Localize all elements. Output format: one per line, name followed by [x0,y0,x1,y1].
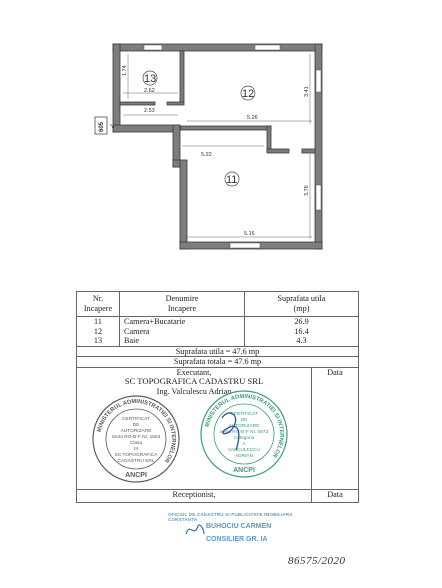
svg-text:Clasa: Clasa [129,441,143,446]
left-round-stamp [90,393,182,485]
header-name: Denumire Incapere [120,292,245,317]
dim-12-width: 5.26 [247,115,258,121]
dim-13-height: 1.74 [122,65,128,76]
receptionist-data-label: Data [312,490,359,503]
row-area: 4.3 [245,336,359,346]
room-11-label [225,172,239,186]
handwritten-number: 86575/2020 [288,555,346,567]
window-marks [144,45,321,248]
receptionist-row [77,490,359,503]
table-row [77,336,359,346]
firm-row [77,377,359,387]
svg-text:MINISTERUL ADMINISTRATIEI SI I: MINISTERUL ADMINISTRATIEI SI INTERNELOR [96,398,177,464]
svg-text:AUTORIZARE: AUTORIZARE [228,424,260,429]
dim-mid: 5.22 [201,152,212,158]
row-area: 26.9 [245,317,359,327]
svg-text:SC TOPOGRAFICA: SC TOPOGRAFICA [114,453,158,458]
svg-text:605: 605 [99,121,105,132]
row-nr: 13 [77,336,120,346]
total-usable-row [77,346,359,357]
room-12-label [241,86,255,100]
executant-data-label: Data [312,367,359,377]
row-nr: 11 [77,317,120,327]
svg-text:ANCPI: ANCPI [233,467,255,474]
svg-text:CADASTRU SRL: CADASTRU SRL [117,459,155,464]
rect-stamp-title: CONSILIER GR. IA [206,536,268,543]
svg-text:13: 13 [144,73,157,85]
svg-text:ADRIAN: ADRIAN [234,454,254,459]
svg-text:CERTIFICAT: CERTIFICAT [122,417,150,422]
signature-icon [184,520,206,540]
svg-text:12: 12 [242,88,255,100]
svg-text:ANCPI: ANCPI [125,472,147,479]
row-name: Camera [120,327,245,337]
dim-13-width: 2.62 [144,88,155,94]
table-row [77,327,359,337]
executant-label: Executant, [77,367,312,377]
row-name: Camera+Bucatarie [120,317,245,327]
dim-corridor: 2.53 [144,108,155,114]
entrance-marker [95,117,115,134]
table-header [77,292,359,317]
svg-text:MINISTERUL ADMINISTRATIEI SI I: MINISTERUL ADMINISTRATIEI SI INTERNELOR [204,393,285,459]
header-area: Suprafata utila (mp) [245,292,359,317]
svg-text:Seria RO-B-F Nr. 0073: Seria RO-B-F Nr. 0073 [219,430,269,435]
total-usable: Suprafata utila = 47.6 mp [77,346,359,357]
row-area: 16.4 [245,327,359,337]
row-name: Baie [120,336,245,346]
firm-name: SC TOPOGRAFICA CADASTRU SRL [77,377,312,387]
engineer-name: Ing. Valculescu Adrian [77,387,312,397]
svg-text:AUTORIZARE: AUTORIZARE [120,429,152,434]
svg-text:CERTIFICAT: CERTIFICAT [230,412,258,417]
dim-12-height: 3.41 [304,86,310,97]
room-13-label [143,71,157,85]
row-nr: 12 [77,327,120,337]
floor-plan [0,0,442,290]
dim-11-height: 3.76 [304,185,310,196]
right-round-stamp [198,388,290,480]
svg-text:VALCULESCU: VALCULESCU [228,448,260,453]
svg-text:DE: DE [240,418,248,423]
total-total-row [77,357,359,368]
svg-text:DE: DE [132,423,140,428]
svg-text:Categoria: Categoria [233,436,255,441]
rectangular-stamp [166,510,316,550]
svg-text:III: III [134,447,138,452]
table-row [77,317,359,327]
total-total: Suprafata totala = 47.6 mp [77,357,359,368]
svg-text:11: 11 [226,174,238,186]
receptionist-label: Receptionist, [77,490,312,503]
dim-11-width: 5.16 [244,231,255,237]
svg-text:A: A [242,442,246,447]
rect-stamp-office: OFICIUL DE CADASTRU SI PUBLICITATE IMOBILIARA CONSTANTA [168,512,293,522]
rect-stamp-name: BUHOCIU CARMEN [206,523,272,530]
header-nr: Nr. Incapere [77,292,120,317]
svg-text:Seria RO-B-F Nr. 1553: Seria RO-B-F Nr. 1553 [111,435,161,440]
svg-text:↘: ↘ [109,123,115,130]
